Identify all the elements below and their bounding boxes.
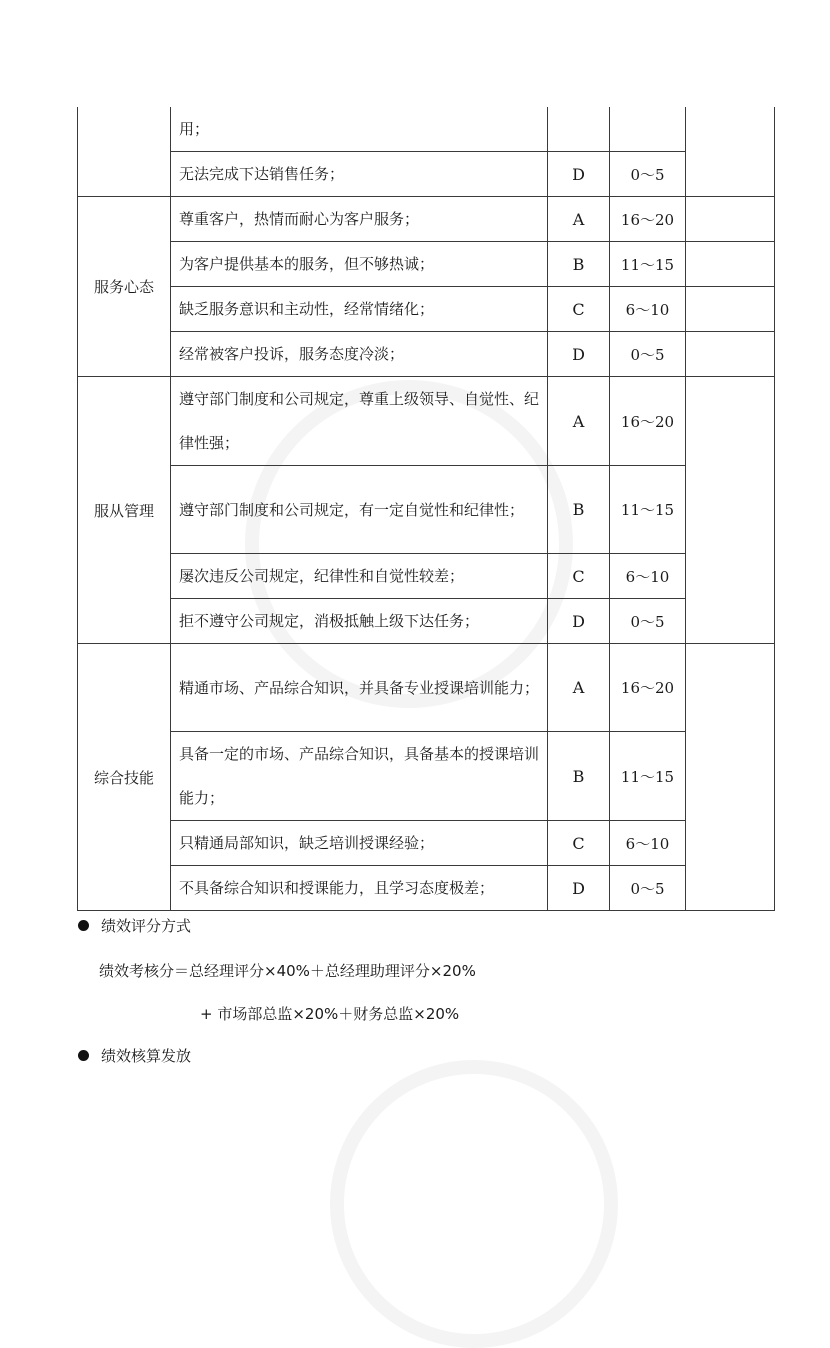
section-heading-payout	[78, 1045, 191, 1066]
score-cell	[610, 107, 686, 152]
grade-cell: A	[548, 197, 610, 242]
description-cell: 无法完成下达销售任务；	[171, 152, 548, 197]
grade-cell: D	[548, 332, 610, 377]
section-title: 绩效评分方式	[101, 917, 192, 935]
score-cell: 6～10	[610, 554, 686, 599]
description-cell: 屡次违反公司规定，纪律性和自觉性较差；	[171, 554, 548, 599]
blank-cell	[686, 242, 775, 287]
description-cell: 不具备综合知识和授课能力，且学习态度极差；	[171, 866, 548, 911]
table-row	[78, 197, 775, 242]
description-cell: 遵守部门制度和公司规定，尊重上级领导、自觉性、纪律性强；	[171, 377, 548, 466]
description-cell: 经常被客户投诉，服务态度冷淡；	[171, 332, 548, 377]
description-cell: 缺乏服务意识和主动性，经常情绪化；	[171, 287, 548, 332]
grade-cell: C	[548, 554, 610, 599]
table-row	[78, 599, 775, 644]
grade-cell: D	[548, 152, 610, 197]
table-row	[78, 287, 775, 332]
description-cell: 精通市场、产品综合知识，并具备专业授课培训能力；	[171, 644, 548, 732]
description-cell: 具备一定的市场、产品综合知识，具备基本的授课培训能力；	[171, 732, 548, 821]
grade-cell	[548, 107, 610, 152]
grade-cell: A	[548, 377, 610, 466]
description-cell: 尊重客户，热情而耐心为客户服务；	[171, 197, 548, 242]
evaluation-table	[77, 107, 775, 911]
score-cell: 0～5	[610, 332, 686, 377]
category-cell: 服务心态	[78, 197, 171, 377]
description-cell: 拒不遵守公司规定，消极抵触上级下达任务；	[171, 599, 548, 644]
blank-cell	[686, 197, 775, 242]
grade-cell: B	[548, 732, 610, 821]
bullet-icon	[78, 920, 89, 931]
score-cell: 16～20	[610, 377, 686, 466]
score-cell: 11～15	[610, 732, 686, 821]
table-row	[78, 152, 775, 197]
table-row	[78, 554, 775, 599]
blank-cell	[686, 644, 775, 911]
blank-cell	[686, 107, 775, 197]
table-row	[78, 866, 775, 911]
score-cell: 11～15	[610, 242, 686, 287]
score-cell: 6～10	[610, 821, 686, 866]
grade-cell: C	[548, 287, 610, 332]
score-cell: 11～15	[610, 466, 686, 554]
table-row	[78, 107, 775, 152]
table-row	[78, 466, 775, 554]
category-cell: 综合技能	[78, 644, 171, 911]
score-cell: 16～20	[610, 197, 686, 242]
description-cell: 遵守部门制度和公司规定，有一定自觉性和纪律性；	[171, 466, 548, 554]
grade-cell: C	[548, 821, 610, 866]
score-cell: 0～5	[610, 866, 686, 911]
grade-cell: B	[548, 242, 610, 287]
table-row	[78, 332, 775, 377]
grade-cell: D	[548, 599, 610, 644]
description-cell: 为客户提供基本的服务，但不够热诚；	[171, 242, 548, 287]
grade-cell: A	[548, 644, 610, 732]
description-cell: 只精通局部知识，缺乏培训授课经验；	[171, 821, 548, 866]
blank-cell	[686, 287, 775, 332]
section-heading-scoring	[78, 915, 191, 936]
table-row	[78, 377, 775, 466]
table-row	[78, 644, 775, 732]
bullet-icon	[78, 1050, 89, 1061]
formula-line-2: + 市场部总监×20%＋财务总监×20%	[200, 1005, 460, 1023]
grade-cell: D	[548, 866, 610, 911]
table-row	[78, 732, 775, 821]
category-cell: 服从管理	[78, 377, 171, 644]
grade-cell: B	[548, 466, 610, 554]
score-cell: 0～5	[610, 599, 686, 644]
formula-line-1: 绩效考核分＝总经理评分×40%＋总经理助理评分×20%	[99, 962, 476, 980]
score-cell: 16～20	[610, 644, 686, 732]
blank-cell	[686, 377, 775, 644]
table-row	[78, 821, 775, 866]
blank-cell	[686, 332, 775, 377]
section-title: 绩效核算发放	[101, 1047, 192, 1065]
category-cell	[78, 107, 171, 197]
watermark-stamp	[330, 1060, 618, 1348]
score-cell: 0～5	[610, 152, 686, 197]
score-cell: 6～10	[610, 287, 686, 332]
description-cell: 用；	[171, 107, 548, 152]
table-row	[78, 242, 775, 287]
